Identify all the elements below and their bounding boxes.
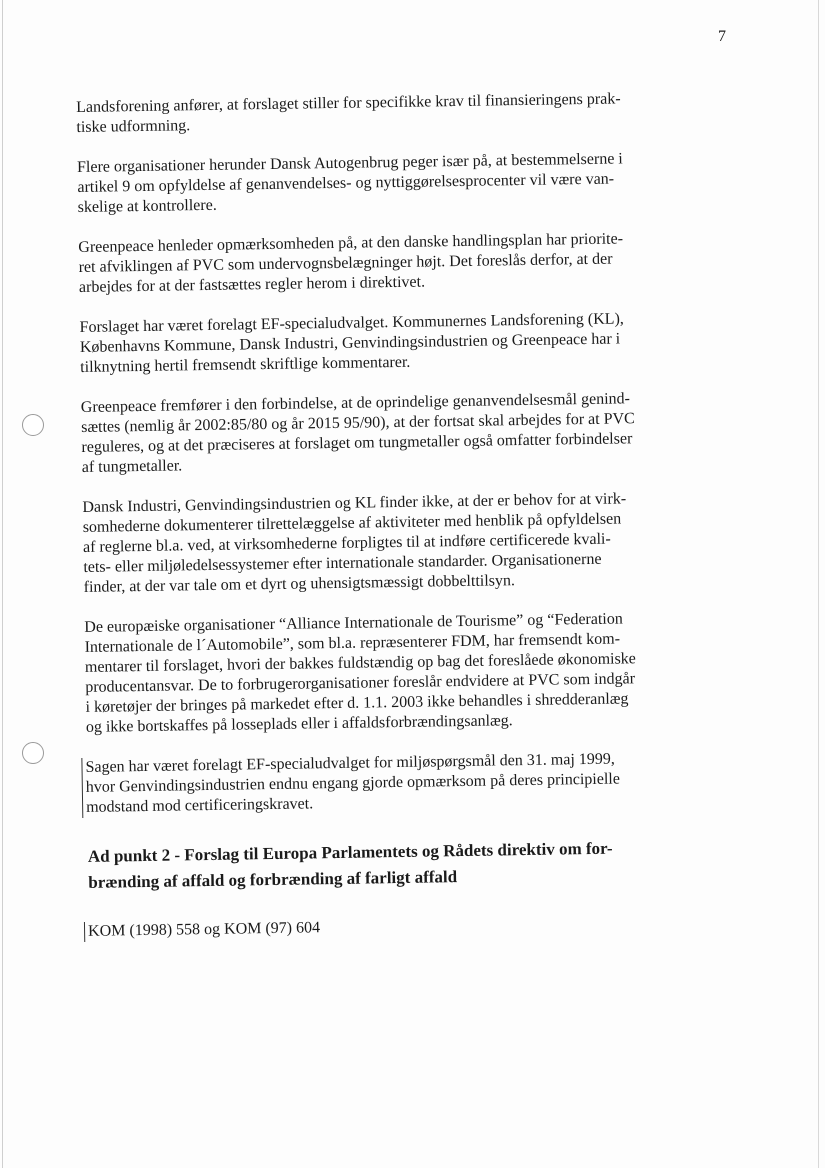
page-number: 7 (718, 28, 726, 45)
paragraph-miljoe-meeting: Sagen har været forelagt EF-specialudvalget for miljøspørgsmål den 31. maj 1999, hvor Genvindingsindustrien endnu engang gjorde opmærksom på deres principielle modstand mod certificeringskravet. (81, 748, 747, 818)
punch-hole-upper (22, 414, 44, 436)
section-heading-ad-punkt-2: Ad punkt 2 - Forslag til Europa Parlamentets og Rådets direktiv om for- brænding af affald og forbrænding af farligt affald (87, 838, 613, 892)
paragraph-greenpeace-pvc: Greenpeace henleder opmærksomheden på, at den danske handlingsplan har priorite- ret afviklingen af PVC som undervognsbelægninger højt. Det foreslås derfor, at der arbejdes for at der fastsættes regler herom i direktivet. (78, 230, 624, 296)
document-body (76, 88, 749, 942)
paragraph-ef-specialudvalget: Forslaget har været forelagt EF-specialudvalget. Kommunernes Landsforening (KL), Københavns Kommune, Dansk Industri, Genvindingsindustrien og Greenpeace har i tilknytning hertil fremsendt skriftlige kommentarer. (79, 310, 624, 376)
punch-hole-lower (22, 742, 44, 764)
paragraph-dansk-autogenbrug: Flere organisationer herunder Dansk Autogenbrug peger især på, at bestemmelserne i artikel 9 om opfyldelse af genanvendelses- og nyttiggørelsesprocenter vil være van- skelige at kontrollere. (76, 150, 623, 216)
paragraph-greenpeace-targets: Greenpeace fremfører i den forbindelse, at de oprindelige genanvendelsesmål genind- sættes (nemlig år 2002:85/80 og år 2015 95/90), at der fortsat skal arbejdes for at PVC reguleres, og at det præciseres at forslaget om tungmetaller også omfatter forbindelser af tungmetaller. (80, 390, 635, 476)
left-scan-edge (2, 0, 3, 1168)
paragraph-european-organisations: De europæiske organisationer “Alliance Internationale de Tourisme” og “Federation Internationale de l´Automobile”, som bl.a. repræsenterer FDM, har fremsendt kom- mentarer til forslaget, hvori der bakkes fuldstændig op bag det foreslåede økonomiske producentansvar. De to forbrugerorganisationer foreslår endvidere at PVC som indgår i køretøjer der bringes på markedet efter d. 1.1. 2003 ikke behandles i shredderanlæg og ikke bortskaffes på losseplads eller i affaldsforbrændingsanlæg. (84, 610, 636, 736)
paragraph-dansk-industri: Dansk Industri, Genvindingsindustrien og KL finder ikke, at der er behov for at virk- somhederne dokumenterer tilrettelæggelse af aktiviteter med henblik på opfyldelsen af reglerne bl.a. ved, at virksomhederne forpligtes til at indføre certificerede kvali- tets- eller miljøledelsessystemer efter internationale standarder. Organisationerne finder, at der var tale om et dyrt og uhensigtsmæssigt dobbelttilsyn. (82, 490, 627, 596)
document-reference: KOM (1998) 558 og KOM (97) 604 (84, 912, 749, 942)
right-scan-edge (818, 0, 819, 1168)
paragraph-finance-requirements: Landsforening anfører, at forslaget stiller for specifikke krav til finansieringens prak- tiske udformning. (76, 90, 621, 136)
